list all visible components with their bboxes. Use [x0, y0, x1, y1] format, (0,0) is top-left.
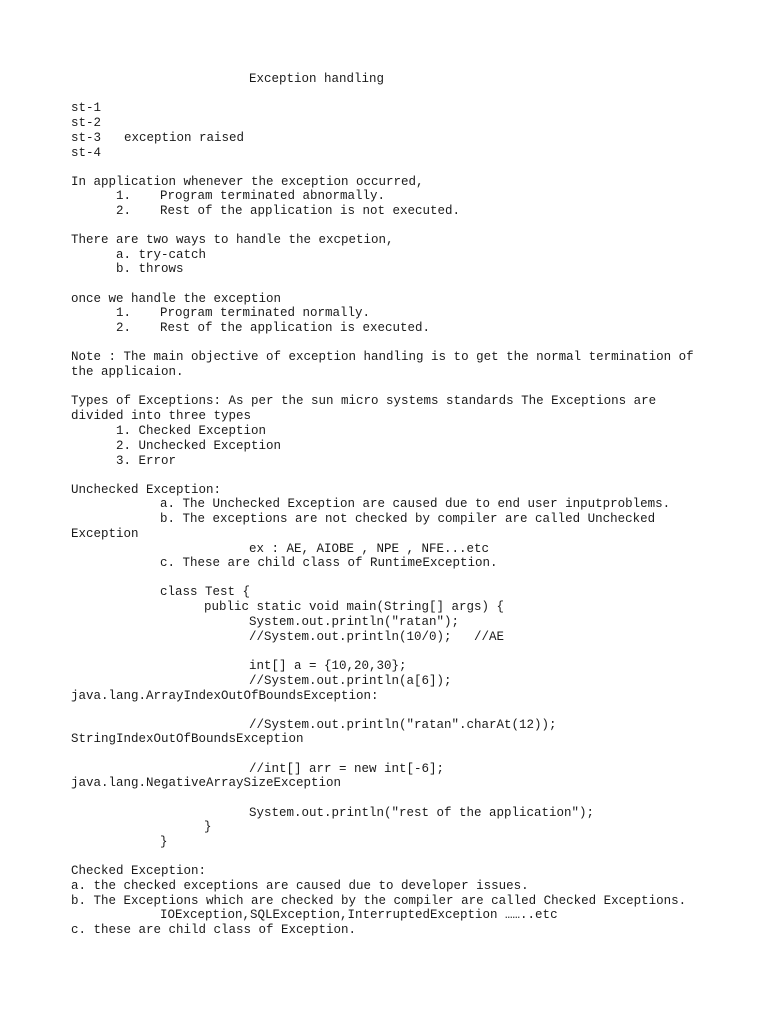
unchecked-point: c. These are child class of RuntimeException.	[160, 556, 498, 570]
unchecked-heading: Unchecked Exception:	[71, 483, 222, 497]
code-line: java.lang.ArrayIndexOutOfBoundsException:	[71, 689, 379, 703]
statement-line: st-1	[71, 101, 102, 115]
statement-line: st-3	[71, 131, 102, 145]
code-line: System.out.println("rest of the application");	[249, 806, 595, 820]
code-line: //System.out.println("ratan".charAt(12));	[249, 718, 557, 732]
note-line: Note : The main objective of exception handling is to get the normal termination of	[71, 350, 694, 364]
code-line: }	[204, 820, 212, 834]
list-item: Program terminated abnormally.	[160, 189, 386, 203]
code-line: StringIndexOutOfBoundsException	[71, 732, 304, 746]
note-line: the applicaion.	[71, 365, 184, 379]
list-item: Rest of the application is executed.	[160, 321, 431, 335]
list-item: b. throws	[116, 262, 184, 276]
code-line: class Test {	[160, 585, 251, 599]
checked-point: b. The Exceptions which are checked by the compiler are called Checked Exceptions.	[71, 894, 687, 908]
code-line: java.lang.NegativeArraySizeException	[71, 776, 342, 790]
handled-heading: once we handle the exception	[71, 292, 282, 306]
intro-heading: In application whenever the exception occurred,	[71, 175, 424, 189]
list-item: Program terminated normally.	[160, 306, 371, 320]
code-line: //int[] arr = new int[-6];	[249, 762, 445, 776]
list-number: 2.	[116, 321, 132, 335]
list-number: 2.	[116, 204, 132, 218]
list-item: Rest of the application is not executed.	[160, 204, 461, 218]
statement-note: exception raised	[124, 131, 245, 145]
list-item: 3. Error	[116, 454, 177, 468]
page-title: Exception handling	[249, 72, 385, 86]
checked-heading: Checked Exception:	[71, 864, 207, 878]
checked-examples: IOException,SQLException,InterruptedException ……..etc	[160, 908, 558, 922]
code-line: System.out.println("ratan");	[249, 615, 460, 629]
code-line: int[] a = {10,20,30};	[249, 659, 407, 673]
unchecked-point: a. The Unchecked Exception are caused due to end user inputproblems.	[160, 497, 671, 511]
list-number: 1.	[116, 189, 132, 203]
code-line: }	[160, 835, 168, 849]
types-line: Types of Exceptions: As per the sun micro systems standards The Exceptions are	[71, 394, 657, 408]
checked-point: c. these are child class of Exception.	[71, 923, 357, 937]
unchecked-point: b. The exceptions are not checked by compiler are called Unchecked	[160, 512, 656, 526]
code-line: //System.out.println(a[6]);	[249, 674, 452, 688]
code-line: //System.out.println(10/0); //AE	[249, 630, 505, 644]
checked-point: a. the checked exceptions are caused due to developer issues.	[71, 879, 529, 893]
statement-line: st-2	[71, 116, 102, 130]
list-item: 1. Checked Exception	[116, 424, 267, 438]
statement-line: st-4	[71, 146, 102, 160]
list-item: 2. Unchecked Exception	[116, 439, 282, 453]
types-line: divided into three types	[71, 409, 252, 423]
code-line: public static void main(String[] args) {	[204, 600, 505, 614]
ways-heading: There are two ways to handle the excpetion,	[71, 233, 394, 247]
unchecked-examples: ex : AE, AIOBE , NPE , NFE...etc	[249, 542, 490, 556]
list-item: a. try-catch	[116, 248, 207, 262]
unchecked-point: Exception	[71, 527, 139, 541]
list-number: 1.	[116, 306, 132, 320]
